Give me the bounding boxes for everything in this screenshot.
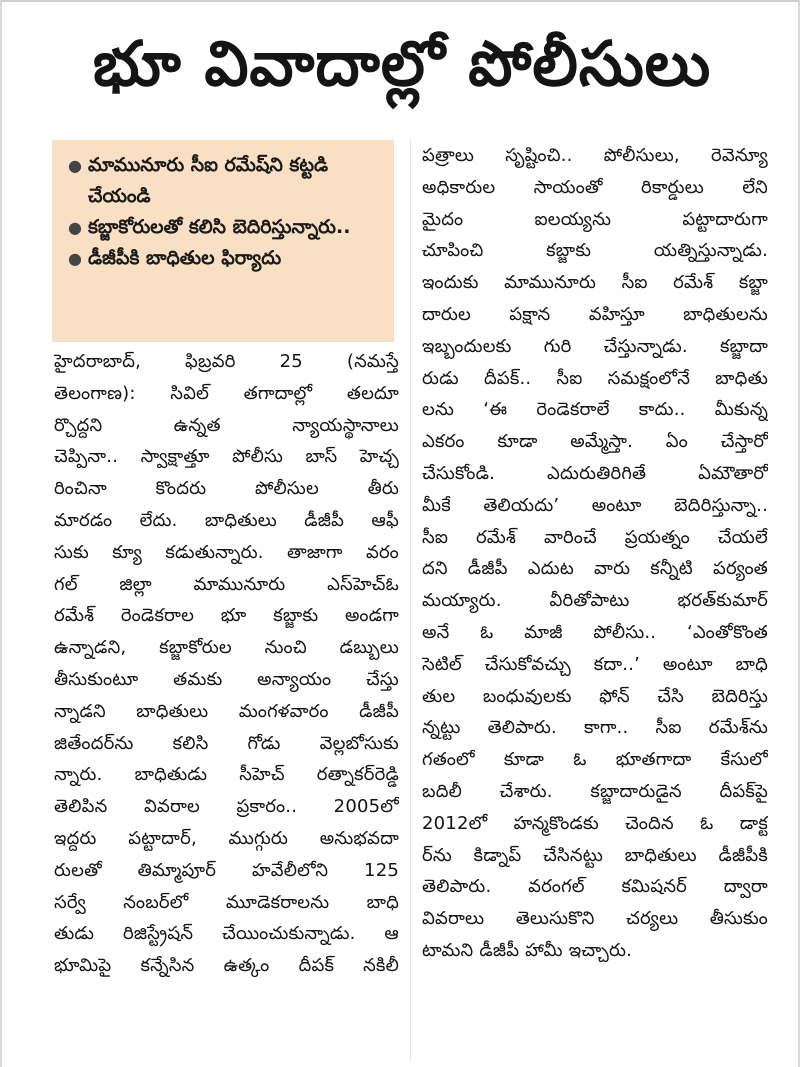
highlight-text: డీజీపీకి బాధితుల ఫిర్యాదు bbox=[88, 247, 282, 269]
text-line: ఎకరం కూడా అమ్మేస్తా. ఏం చేస్తారో bbox=[422, 431, 768, 453]
text-line: రించినా కొందరు పోలీసుల తీరు bbox=[54, 478, 399, 500]
text-line: ఇబ్బందులకు గురి చేస్తున్నాడు. కబ్జాదా bbox=[422, 335, 768, 357]
text-line: న్నట్టు తెలిపారు. కాగా.. సీఐ రమేశ్‌ను bbox=[422, 717, 768, 739]
text-line: తుల బంధువులకు ఫోన్ చేసి బెదిరిస్తు bbox=[422, 685, 768, 707]
text-line: సీఐ రమేశ్ వారించే ప్రయత్నం చేయలే bbox=[422, 526, 768, 548]
text-line: హైదరాబాద్, ఫిబ్రవరి 25 (నమస్తే bbox=[54, 351, 399, 372]
text-line: బదిలీ చేశారు. కబ్జాదారుడైన దీపక్‌పై bbox=[422, 780, 768, 802]
text-line: మయ్యారు. వీరితోపాటు భరత్‌కుమార్ bbox=[422, 590, 768, 612]
highlight-text: మామునూరు సీఐ రమేష్‌ని కట్టడి చేయండి bbox=[88, 154, 329, 207]
text-line: జితేందర్‌ను కలిసి గోడు వెల్లబోసుకు bbox=[54, 732, 399, 754]
text-line: చేసుకోండి. ఎదురుతిరిగితే ఏమౌతారో bbox=[422, 462, 768, 484]
text-line: మైదం ఐలయ్యను పట్టాదారుగా bbox=[422, 208, 768, 230]
text-line: తెలిపారు. వరంగల్ కమిషనర్ ద్వారా bbox=[422, 876, 768, 898]
text-line: మారడం లేదు. బాధితులు డీజీపీ ఆఫీ bbox=[54, 509, 399, 531]
column-divider bbox=[410, 140, 411, 1060]
text-line: ర్చొద్దని ఉన్నత న్యాయస్థానాలు bbox=[54, 414, 399, 436]
text-line: ఇందుకు మామునూరు సీఐ రమేశ్ కబ్జా bbox=[422, 272, 768, 294]
text-line: సుకు క్యూ కడుతున్నారు. తాజాగా వరం bbox=[54, 541, 399, 563]
bullet-icon: ● bbox=[68, 249, 82, 268]
text-line: చెప్పినా.. స్వాక్షాత్తూ పోలీసు బాస్ హెచ్చ bbox=[54, 446, 399, 468]
bullet-icon: ● bbox=[68, 218, 82, 237]
bullet-icon: ● bbox=[68, 156, 82, 175]
highlights-box bbox=[52, 140, 394, 342]
text-line: గతంలో కూడా ఓ భూతగాదా కేసులో bbox=[422, 749, 768, 771]
text-line: చూపించి కబ్జాకు యత్నిస్తున్నాడు. bbox=[422, 240, 768, 262]
text-line: గల్ జిల్లా మామునూరు ఎస్‌హెచ్‌ఓ bbox=[54, 573, 399, 595]
text-line: ఇద్దరు పట్టాదార్, ముగ్గురు అనుభవదా bbox=[54, 827, 399, 849]
text-line: దని డీజీపీ ఎదుట వారు కన్నీటి పర్యంత bbox=[422, 558, 768, 580]
text-line: తెలంగాణ): సివిల్ తగాదాల్లో తలదూ bbox=[54, 382, 399, 404]
highlight-item bbox=[66, 150, 388, 212]
text-line: రుడు దీపక్.. సీఐ సమక్షంలోనే బాధితు bbox=[422, 367, 768, 389]
text-line: ఉన్నాడని, కబ్జాకోరుల నుంచి డబ్బులు bbox=[54, 637, 399, 659]
text-line: లను ‘ఈ రెండెకరాలే కాదు.. మీకున్న bbox=[422, 399, 768, 421]
text-line: మీకే తెలియదు’ అంటూ బెదిరిస్తున్నా.. bbox=[422, 494, 768, 516]
article-right-column bbox=[422, 140, 768, 967]
text-line: సర్వే నంబర్‌లో మూడెకరాలను బాధి bbox=[54, 891, 399, 913]
text-line: తెలిపిన వివరాల ప్రకారం.. 2005లో bbox=[54, 796, 399, 818]
text-line: అనే ఓ మాజీ పోలీసు.. ‘ఎంతోకొంత bbox=[422, 621, 768, 643]
text-line: న్నారు. బాధితుడు సీహెచ్ రత్నాకర్‌రెడ్డి bbox=[54, 764, 399, 786]
text-line: తుడు రిజిస్ట్రేషన్ చేయించుకున్నాడు. ఆ bbox=[54, 923, 399, 945]
highlight-item bbox=[66, 212, 388, 243]
text-line: వివరాలు తెలుసుకొని చర్యలు తీసుకుం bbox=[422, 908, 768, 930]
text-line: టామని డీజీపీ హామీ ఇచ్చారు. bbox=[422, 939, 633, 961]
text-line: దారుల పక్షాన వహిస్తూ బాధితులను bbox=[422, 303, 768, 325]
article-left-column bbox=[54, 346, 399, 982]
text-line: రులతో తిమ్మాపూర్ హవేలీలోని 125 bbox=[54, 859, 399, 881]
highlight-item bbox=[66, 243, 388, 274]
text-line: 2012లో హన్మకొండకు చెందిన ఓ డాక్ట bbox=[422, 812, 768, 834]
text-line: ర్‌ను కిడ్నాప్ చేసినట్టు బాధితులు డీజీపీకి bbox=[422, 844, 768, 866]
text-line: పత్రాలు సృష్టించి.. పోలీసులు, రెవెన్యూ bbox=[422, 145, 768, 166]
text-line: రమేశ్ రెండెకరాల భూ కబ్జాకు అండగా bbox=[54, 605, 399, 627]
text-line: తీసుకుంటూ తమకు అన్యాయం చేస్తు bbox=[54, 668, 399, 690]
text-line: అధికారుల సాయంతో రికార్డులు లేని bbox=[422, 176, 768, 198]
text-line: సెటిల్ చేసుకోవచ్చు కదా..’ అంటూ బాధి bbox=[422, 653, 768, 675]
text-line: భూమిపై కన్నేసిన ఉత్కం దీపక్ నకిలీ bbox=[54, 955, 399, 977]
highlight-text: కబ్జాకోరులతో కలిసి బెదిరిస్తున్నారు.. bbox=[88, 216, 351, 238]
text-line: న్నాడని బాధితులు మంగళవారం డీజీపీ bbox=[54, 700, 399, 722]
headline: భూ వివాదాల్లో పోలీసులు bbox=[92, 27, 712, 100]
